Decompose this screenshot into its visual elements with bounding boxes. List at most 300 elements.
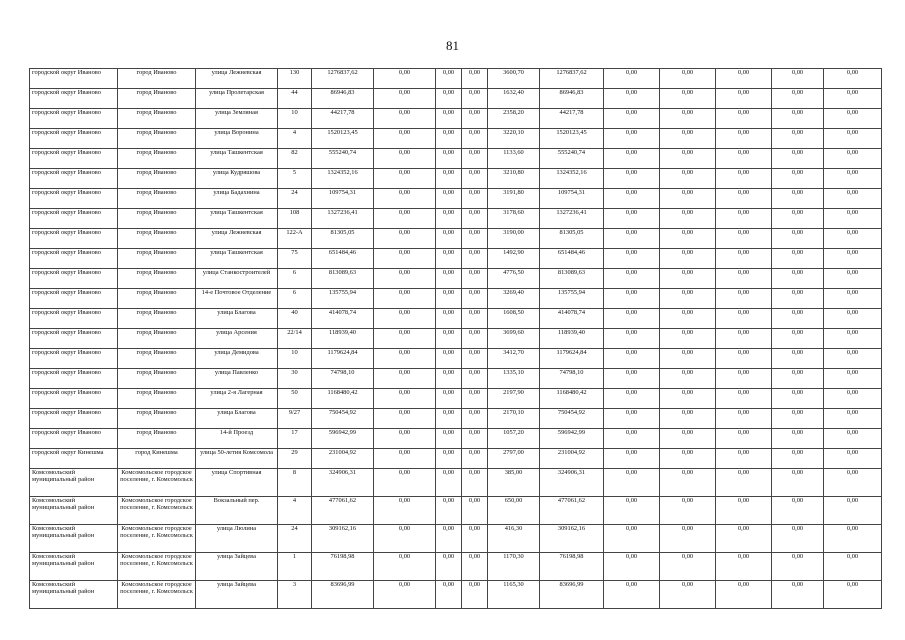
- cell-settlement: Комсомольское городское поселение, г. Комсомольск: [118, 469, 196, 497]
- cell-total-cost: 651484,46: [312, 249, 374, 269]
- cell-street: улица Бадахнина: [196, 189, 278, 209]
- cell-house-number: 75: [278, 249, 312, 269]
- cell-street: улица Ташкентская: [196, 249, 278, 269]
- cell-area: 1492,90: [488, 249, 540, 269]
- cell-cost-2: 596942,99: [540, 429, 604, 449]
- cell-col-14: 0,00: [772, 149, 824, 169]
- cell-col-14: 0,00: [772, 129, 824, 149]
- cell-settlement: город Иваново: [118, 229, 196, 249]
- cell-col-14: 0,00: [772, 525, 824, 553]
- cell-street: улица Кудряшова: [196, 169, 278, 189]
- table-row: [30, 449, 882, 469]
- cell-col-12: 0,00: [660, 369, 716, 389]
- cell-municipality: городской округ Иваново: [30, 309, 118, 329]
- cell-settlement: город Кинешма: [118, 449, 196, 469]
- cell-col-12: 0,00: [660, 349, 716, 369]
- table-row: [30, 269, 882, 289]
- cell-house-number: 24: [278, 525, 312, 553]
- cell-col-11: 0,00: [604, 369, 660, 389]
- cell-col-12: 0,00: [660, 189, 716, 209]
- table-row: [30, 553, 882, 581]
- cell-municipality: городской округ Иваново: [30, 409, 118, 429]
- cell-col-11: 0,00: [604, 389, 660, 409]
- cell-col-14: 0,00: [772, 109, 824, 129]
- cell-settlement: город Иваново: [118, 429, 196, 449]
- cell-col-13: 0,00: [716, 525, 772, 553]
- cell-total-cost: 44217,78: [312, 109, 374, 129]
- cell-col-8: 0,00: [462, 581, 488, 609]
- cell-col-11: 0,00: [604, 229, 660, 249]
- cell-col-7: 0,00: [436, 129, 462, 149]
- cell-col-6: 0,00: [374, 369, 436, 389]
- cell-house-number: 22/14: [278, 329, 312, 349]
- cell-col-15: 0,00: [824, 497, 882, 525]
- cell-street: улица Ташкентская: [196, 209, 278, 229]
- cell-house-number: 17: [278, 429, 312, 449]
- cell-settlement: Комсомольское городское поселение, г. Комсомольск: [118, 525, 196, 553]
- table-row: [30, 129, 882, 149]
- cell-house-number: 50: [278, 389, 312, 409]
- cell-municipality: городской округ Иваново: [30, 229, 118, 249]
- table-row: [30, 229, 882, 249]
- cell-area: 1608,50: [488, 309, 540, 329]
- cell-area: 3220,10: [488, 129, 540, 149]
- cell-col-8: 0,00: [462, 249, 488, 269]
- cell-col-7: 0,00: [436, 109, 462, 129]
- cell-area: 416,30: [488, 525, 540, 553]
- cell-col-8: 0,00: [462, 109, 488, 129]
- cell-col-7: 0,00: [436, 309, 462, 329]
- cell-col-8: 0,00: [462, 553, 488, 581]
- cell-municipality: городской округ Иваново: [30, 129, 118, 149]
- cell-house-number: 10: [278, 109, 312, 129]
- cell-col-7: 0,00: [436, 209, 462, 229]
- cell-col-13: 0,00: [716, 449, 772, 469]
- cell-cost-2: 83696,99: [540, 581, 604, 609]
- cell-municipality: городской округ Иваново: [30, 269, 118, 289]
- cell-col-14: 0,00: [772, 389, 824, 409]
- cell-col-13: 0,00: [716, 249, 772, 269]
- cell-col-12: 0,00: [660, 209, 716, 229]
- cell-municipality: городской округ Иваново: [30, 89, 118, 109]
- cell-col-8: 0,00: [462, 469, 488, 497]
- cell-col-13: 0,00: [716, 553, 772, 581]
- cell-col-11: 0,00: [604, 497, 660, 525]
- cell-municipality: Комсомольский муниципальный район: [30, 525, 118, 553]
- cell-col-11: 0,00: [604, 269, 660, 289]
- cell-col-14: 0,00: [772, 581, 824, 609]
- cell-cost-2: 109754,31: [540, 189, 604, 209]
- cell-col-7: 0,00: [436, 553, 462, 581]
- cell-col-8: 0,00: [462, 389, 488, 409]
- cell-area: 2170,10: [488, 409, 540, 429]
- cell-col-12: 0,00: [660, 69, 716, 89]
- cell-area: 1165,30: [488, 581, 540, 609]
- cell-area: 3269,40: [488, 289, 540, 309]
- cell-municipality: городской округ Иваново: [30, 389, 118, 409]
- cell-col-14: 0,00: [772, 189, 824, 209]
- cell-col-14: 0,00: [772, 89, 824, 109]
- housing-register-table: [29, 68, 882, 609]
- table-row: [30, 69, 882, 89]
- cell-area: 2358,20: [488, 109, 540, 129]
- cell-street: улица Пролетарская: [196, 89, 278, 109]
- cell-settlement: город Иваново: [118, 169, 196, 189]
- table-row: [30, 369, 882, 389]
- cell-col-8: 0,00: [462, 409, 488, 429]
- cell-street: 14-е Почтовое Отделение: [196, 289, 278, 309]
- cell-total-cost: 1179624,84: [312, 349, 374, 369]
- cell-total-cost: 1520123,45: [312, 129, 374, 149]
- cell-col-11: 0,00: [604, 289, 660, 309]
- cell-col-6: 0,00: [374, 189, 436, 209]
- cell-house-number: 9/27: [278, 409, 312, 429]
- cell-col-6: 0,00: [374, 349, 436, 369]
- cell-col-11: 0,00: [604, 449, 660, 469]
- cell-settlement: город Иваново: [118, 389, 196, 409]
- cell-col-6: 0,00: [374, 69, 436, 89]
- cell-col-14: 0,00: [772, 209, 824, 229]
- cell-col-6: 0,00: [374, 553, 436, 581]
- cell-house-number: 130: [278, 69, 312, 89]
- cell-total-cost: 76198,98: [312, 553, 374, 581]
- cell-col-7: 0,00: [436, 469, 462, 497]
- cell-area: 2197,90: [488, 389, 540, 409]
- cell-total-cost: 555240,74: [312, 149, 374, 169]
- cell-col-6: 0,00: [374, 249, 436, 269]
- cell-total-cost: 414078,74: [312, 309, 374, 329]
- cell-col-8: 0,00: [462, 449, 488, 469]
- cell-col-7: 0,00: [436, 169, 462, 189]
- cell-col-7: 0,00: [436, 369, 462, 389]
- cell-col-8: 0,00: [462, 369, 488, 389]
- table-row: [30, 349, 882, 369]
- cell-col-15: 0,00: [824, 349, 882, 369]
- cell-total-cost: 1276837,62: [312, 69, 374, 89]
- cell-house-number: 30: [278, 369, 312, 389]
- cell-col-15: 0,00: [824, 525, 882, 553]
- cell-house-number: 1: [278, 553, 312, 581]
- cell-col-15: 0,00: [824, 69, 882, 89]
- cell-area: 3600,70: [488, 69, 540, 89]
- cell-house-number: 3: [278, 581, 312, 609]
- cell-area: 1632,40: [488, 89, 540, 109]
- cell-col-6: 0,00: [374, 449, 436, 469]
- cell-street: улица Ташкентская: [196, 149, 278, 169]
- cell-settlement: город Иваново: [118, 209, 196, 229]
- cell-col-14: 0,00: [772, 249, 824, 269]
- cell-col-15: 0,00: [824, 109, 882, 129]
- table-body: [30, 69, 882, 609]
- cell-col-15: 0,00: [824, 309, 882, 329]
- cell-col-12: 0,00: [660, 89, 716, 109]
- cell-settlement: город Иваново: [118, 369, 196, 389]
- cell-street: улица Лежневская: [196, 229, 278, 249]
- cell-col-7: 0,00: [436, 329, 462, 349]
- cell-col-12: 0,00: [660, 525, 716, 553]
- cell-street: улица Спортивная: [196, 469, 278, 497]
- cell-area: 385,00: [488, 469, 540, 497]
- cell-col-15: 0,00: [824, 329, 882, 349]
- cell-settlement: город Иваново: [118, 349, 196, 369]
- cell-cost-2: 1179624,84: [540, 349, 604, 369]
- cell-col-13: 0,00: [716, 229, 772, 249]
- cell-cost-2: 1327236,41: [540, 209, 604, 229]
- cell-col-14: 0,00: [772, 497, 824, 525]
- cell-street: 14-й Проезд: [196, 429, 278, 449]
- cell-col-11: 0,00: [604, 129, 660, 149]
- cell-col-7: 0,00: [436, 349, 462, 369]
- cell-col-12: 0,00: [660, 169, 716, 189]
- cell-municipality: городской округ Иваново: [30, 149, 118, 169]
- cell-house-number: 24: [278, 189, 312, 209]
- cell-col-15: 0,00: [824, 209, 882, 229]
- cell-col-7: 0,00: [436, 389, 462, 409]
- cell-col-8: 0,00: [462, 429, 488, 449]
- cell-cost-2: 44217,78: [540, 109, 604, 129]
- cell-municipality: городской округ Иваново: [30, 189, 118, 209]
- cell-col-12: 0,00: [660, 449, 716, 469]
- cell-street: улица 50-летия Комсомола: [196, 449, 278, 469]
- cell-col-15: 0,00: [824, 269, 882, 289]
- cell-cost-2: 813089,63: [540, 269, 604, 289]
- cell-col-7: 0,00: [436, 449, 462, 469]
- table-row: [30, 469, 882, 497]
- cell-cost-2: 555240,74: [540, 149, 604, 169]
- cell-col-11: 0,00: [604, 581, 660, 609]
- cell-col-6: 0,00: [374, 149, 436, 169]
- cell-col-6: 0,00: [374, 389, 436, 409]
- cell-settlement: Комсомольское городское поселение, г. Комсомольск: [118, 497, 196, 525]
- cell-col-11: 0,00: [604, 169, 660, 189]
- cell-col-7: 0,00: [436, 497, 462, 525]
- cell-col-15: 0,00: [824, 289, 882, 309]
- cell-cost-2: 651484,46: [540, 249, 604, 269]
- cell-col-12: 0,00: [660, 129, 716, 149]
- page-number: 81: [446, 38, 459, 53]
- cell-col-14: 0,00: [772, 553, 824, 581]
- cell-area: 1133,60: [488, 149, 540, 169]
- cell-col-13: 0,00: [716, 409, 772, 429]
- cell-col-14: 0,00: [772, 429, 824, 449]
- cell-street: улица Арсения: [196, 329, 278, 349]
- cell-settlement: город Иваново: [118, 289, 196, 309]
- table-row: [30, 249, 882, 269]
- cell-total-cost: 477061,62: [312, 497, 374, 525]
- cell-col-14: 0,00: [772, 409, 824, 429]
- cell-col-15: 0,00: [824, 129, 882, 149]
- cell-col-13: 0,00: [716, 209, 772, 229]
- cell-area: 3178,60: [488, 209, 540, 229]
- cell-total-cost: 81305,05: [312, 229, 374, 249]
- cell-col-14: 0,00: [772, 269, 824, 289]
- cell-col-6: 0,00: [374, 229, 436, 249]
- cell-cost-2: 309162,16: [540, 525, 604, 553]
- cell-col-12: 0,00: [660, 329, 716, 349]
- cell-cost-2: 135755,94: [540, 289, 604, 309]
- cell-municipality: городской округ Иваново: [30, 429, 118, 449]
- cell-house-number: 122-А: [278, 229, 312, 249]
- cell-cost-2: 1520123,45: [540, 129, 604, 149]
- cell-col-14: 0,00: [772, 69, 824, 89]
- cell-municipality: городской округ Иваново: [30, 349, 118, 369]
- cell-total-cost: 1324352,16: [312, 169, 374, 189]
- cell-municipality: городской округ Кинешма: [30, 449, 118, 469]
- cell-cost-2: 81305,05: [540, 229, 604, 249]
- table-row: [30, 525, 882, 553]
- table-row: [30, 429, 882, 449]
- cell-col-15: 0,00: [824, 581, 882, 609]
- cell-col-6: 0,00: [374, 469, 436, 497]
- cell-col-8: 0,00: [462, 497, 488, 525]
- cell-col-6: 0,00: [374, 525, 436, 553]
- cell-settlement: город Иваново: [118, 129, 196, 149]
- cell-street: улица Зайцева: [196, 553, 278, 581]
- cell-total-cost: 1327236,41: [312, 209, 374, 229]
- cell-total-cost: 135755,94: [312, 289, 374, 309]
- cell-area: 1170,30: [488, 553, 540, 581]
- cell-street: улица 2-я Лагерная: [196, 389, 278, 409]
- cell-cost-2: 231004,92: [540, 449, 604, 469]
- cell-total-cost: 596942,99: [312, 429, 374, 449]
- cell-settlement: город Иваново: [118, 249, 196, 269]
- cell-col-15: 0,00: [824, 553, 882, 581]
- cell-house-number: 4: [278, 129, 312, 149]
- cell-settlement: Комсомольское городское поселение, г. Комсомольск: [118, 581, 196, 609]
- cell-municipality: Комсомольский муниципальный район: [30, 581, 118, 609]
- cell-street: улица Воронина: [196, 129, 278, 149]
- cell-col-12: 0,00: [660, 409, 716, 429]
- cell-settlement: Комсомольское городское поселение, г. Комсомольск: [118, 553, 196, 581]
- cell-col-15: 0,00: [824, 409, 882, 429]
- cell-col-15: 0,00: [824, 389, 882, 409]
- cell-col-13: 0,00: [716, 329, 772, 349]
- cell-col-13: 0,00: [716, 369, 772, 389]
- cell-col-6: 0,00: [374, 409, 436, 429]
- cell-area: 3699,60: [488, 329, 540, 349]
- cell-col-6: 0,00: [374, 129, 436, 149]
- cell-house-number: 44: [278, 89, 312, 109]
- cell-col-14: 0,00: [772, 309, 824, 329]
- table-row: [30, 389, 882, 409]
- cell-total-cost: 109754,31: [312, 189, 374, 209]
- cell-area: 3190,00: [488, 229, 540, 249]
- cell-settlement: город Иваново: [118, 189, 196, 209]
- cell-col-8: 0,00: [462, 309, 488, 329]
- cell-col-7: 0,00: [436, 429, 462, 449]
- cell-col-13: 0,00: [716, 497, 772, 525]
- cell-col-6: 0,00: [374, 169, 436, 189]
- cell-col-6: 0,00: [374, 309, 436, 329]
- cell-total-cost: 231004,92: [312, 449, 374, 469]
- cell-total-cost: 83696,99: [312, 581, 374, 609]
- cell-col-11: 0,00: [604, 89, 660, 109]
- cell-cost-2: 477061,62: [540, 497, 604, 525]
- cell-settlement: город Иваново: [118, 269, 196, 289]
- cell-col-7: 0,00: [436, 409, 462, 429]
- cell-col-15: 0,00: [824, 469, 882, 497]
- cell-col-11: 0,00: [604, 69, 660, 89]
- cell-col-8: 0,00: [462, 189, 488, 209]
- cell-col-15: 0,00: [824, 429, 882, 449]
- cell-col-11: 0,00: [604, 329, 660, 349]
- cell-col-13: 0,00: [716, 389, 772, 409]
- cell-settlement: город Иваново: [118, 69, 196, 89]
- cell-col-11: 0,00: [604, 525, 660, 553]
- cell-col-7: 0,00: [436, 189, 462, 209]
- cell-col-14: 0,00: [772, 469, 824, 497]
- table-row: [30, 409, 882, 429]
- cell-settlement: город Иваново: [118, 409, 196, 429]
- cell-col-8: 0,00: [462, 129, 488, 149]
- cell-col-11: 0,00: [604, 189, 660, 209]
- table-row: [30, 581, 882, 609]
- cell-municipality: городской округ Иваново: [30, 209, 118, 229]
- cell-street: улица Люлина: [196, 525, 278, 553]
- cell-col-11: 0,00: [604, 349, 660, 369]
- cell-street: улица Демидова: [196, 349, 278, 369]
- cell-col-13: 0,00: [716, 109, 772, 129]
- cell-col-6: 0,00: [374, 209, 436, 229]
- cell-col-13: 0,00: [716, 149, 772, 169]
- cell-total-cost: 750454,92: [312, 409, 374, 429]
- cell-house-number: 6: [278, 289, 312, 309]
- cell-col-11: 0,00: [604, 109, 660, 129]
- cell-col-12: 0,00: [660, 109, 716, 129]
- cell-area: 4776,50: [488, 269, 540, 289]
- cell-street: улица Лежневская: [196, 69, 278, 89]
- cell-municipality: Комсомольский муниципальный район: [30, 497, 118, 525]
- cell-house-number: 8: [278, 469, 312, 497]
- cell-col-11: 0,00: [604, 249, 660, 269]
- cell-col-13: 0,00: [716, 189, 772, 209]
- cell-total-cost: 74798,10: [312, 369, 374, 389]
- cell-col-8: 0,00: [462, 69, 488, 89]
- cell-municipality: городской округ Иваново: [30, 329, 118, 349]
- cell-settlement: город Иваново: [118, 109, 196, 129]
- cell-area: 3412,70: [488, 349, 540, 369]
- cell-col-14: 0,00: [772, 329, 824, 349]
- cell-street: Вокзальный пер.: [196, 497, 278, 525]
- cell-col-13: 0,00: [716, 169, 772, 189]
- cell-col-14: 0,00: [772, 169, 824, 189]
- cell-municipality: городской округ Иваново: [30, 289, 118, 309]
- cell-house-number: 29: [278, 449, 312, 469]
- cell-col-12: 0,00: [660, 229, 716, 249]
- cell-col-11: 0,00: [604, 429, 660, 449]
- cell-col-13: 0,00: [716, 69, 772, 89]
- cell-settlement: город Иваново: [118, 149, 196, 169]
- cell-col-8: 0,00: [462, 209, 488, 229]
- cell-col-14: 0,00: [772, 449, 824, 469]
- cell-col-7: 0,00: [436, 89, 462, 109]
- cell-col-8: 0,00: [462, 525, 488, 553]
- cell-col-6: 0,00: [374, 89, 436, 109]
- cell-col-14: 0,00: [772, 229, 824, 249]
- cell-street: улица Станкостроителей: [196, 269, 278, 289]
- cell-settlement: город Иваново: [118, 89, 196, 109]
- cell-col-7: 0,00: [436, 269, 462, 289]
- cell-col-8: 0,00: [462, 329, 488, 349]
- cell-col-12: 0,00: [660, 389, 716, 409]
- cell-house-number: 108: [278, 209, 312, 229]
- cell-col-6: 0,00: [374, 329, 436, 349]
- cell-col-12: 0,00: [660, 429, 716, 449]
- cell-cost-2: 74798,10: [540, 369, 604, 389]
- cell-col-15: 0,00: [824, 369, 882, 389]
- cell-col-11: 0,00: [604, 309, 660, 329]
- cell-col-7: 0,00: [436, 229, 462, 249]
